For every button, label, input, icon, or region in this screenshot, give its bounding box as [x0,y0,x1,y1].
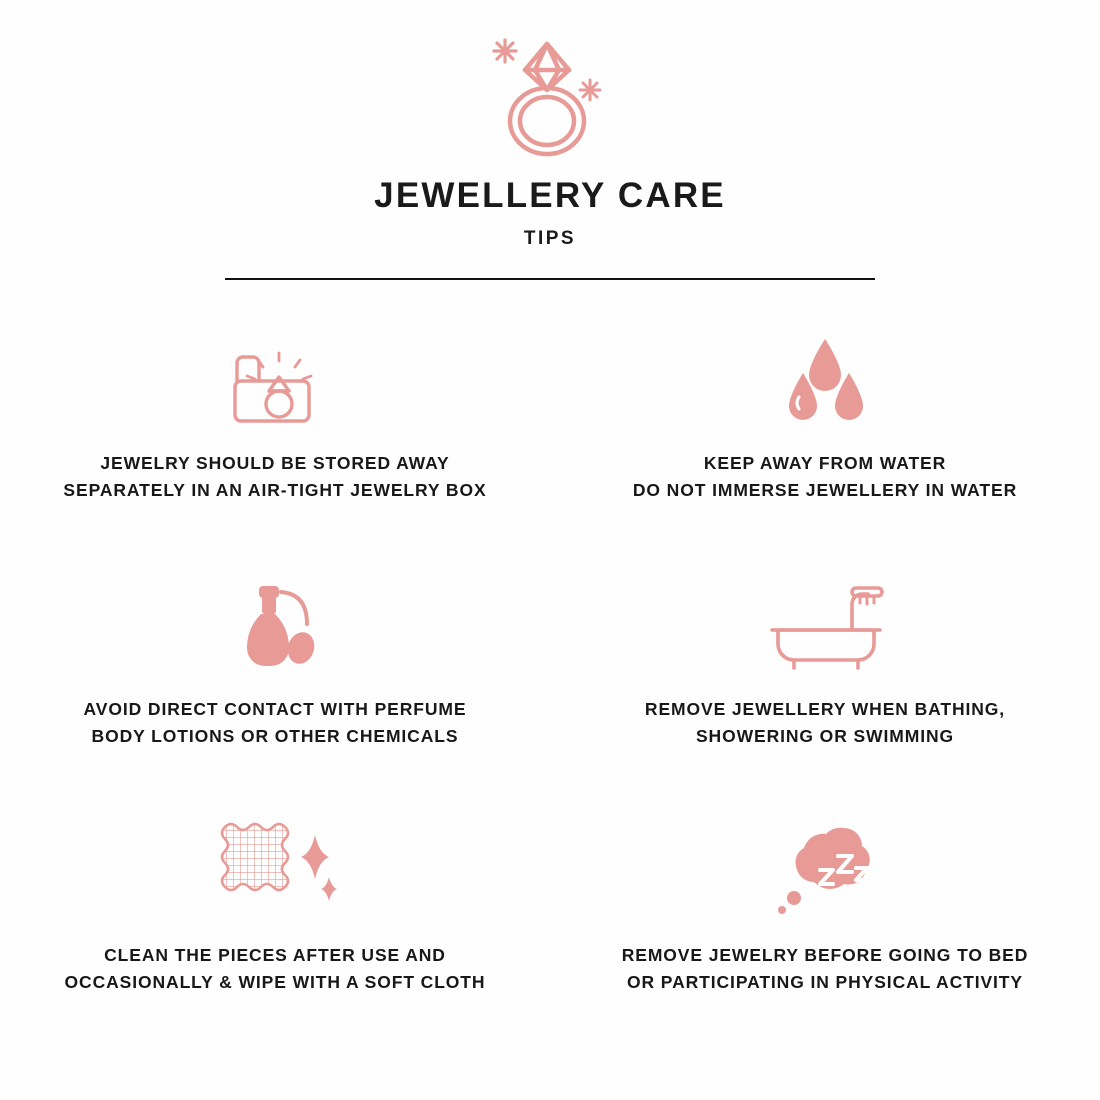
tip-line-2: SHOWERING OR SWIMMING [695,726,955,747]
header [0,0,1100,280]
jewelry-box-icon [215,322,335,432]
tip-item [25,814,525,1060]
tip-line-1: KEEP AWAY FROM WATER [703,453,947,473]
tip-text [63,450,486,504]
tip-text [65,942,486,996]
tips-grid [0,322,1100,1060]
water-drops-icon [765,322,885,432]
tip-line-1: CLEAN THE PIECES AFTER USE AND [104,945,446,965]
tip-item [25,322,525,568]
tip-item [575,814,1075,1060]
tip-line-1: JEWELRY SHOULD BE STORED AWAY [100,453,450,473]
bathtub-shower-icon [760,568,890,678]
tip-text [633,450,1017,504]
tip-line-2: OCCASIONALLY & WIPE WITH A SOFT CLOTH [64,972,486,993]
page-title: JEWELLERY CARE [374,176,726,215]
tip-text [622,942,1029,996]
tip-line-2: OR PARTICIPATING IN PHYSICAL ACTIVITY [627,972,1023,993]
tip-line-1: AVOID DIRECT CONTACT WITH PERFUME [83,699,467,719]
tip-line-1: REMOVE JEWELLERY WHEN BATHING, [644,699,1006,719]
tip-line-1: REMOVE JEWELRY BEFORE GOING TO BED [621,945,1029,965]
diamond-ring-icon [465,18,635,168]
tip-item [25,568,525,814]
sleep-cloud-zzz-icon [760,814,890,924]
divider [225,278,875,280]
tip-line-2: DO NOT IMMERSE JEWELLERY IN WATER [632,480,1018,501]
tip-line-2: SEPARATELY IN AN AIR-TIGHT JEWELRY BOX [63,480,487,501]
tip-line-2: BODY LOTIONS OR OTHER CHEMICALS [91,726,459,747]
tip-text [84,696,467,750]
tip-item [575,322,1075,568]
perfume-bottle-icon [215,568,335,678]
tip-item [575,568,1075,814]
polishing-cloth-sparkle-icon [205,814,345,924]
page-subtitle: TIPS [523,228,577,249]
tip-text [645,696,1005,750]
